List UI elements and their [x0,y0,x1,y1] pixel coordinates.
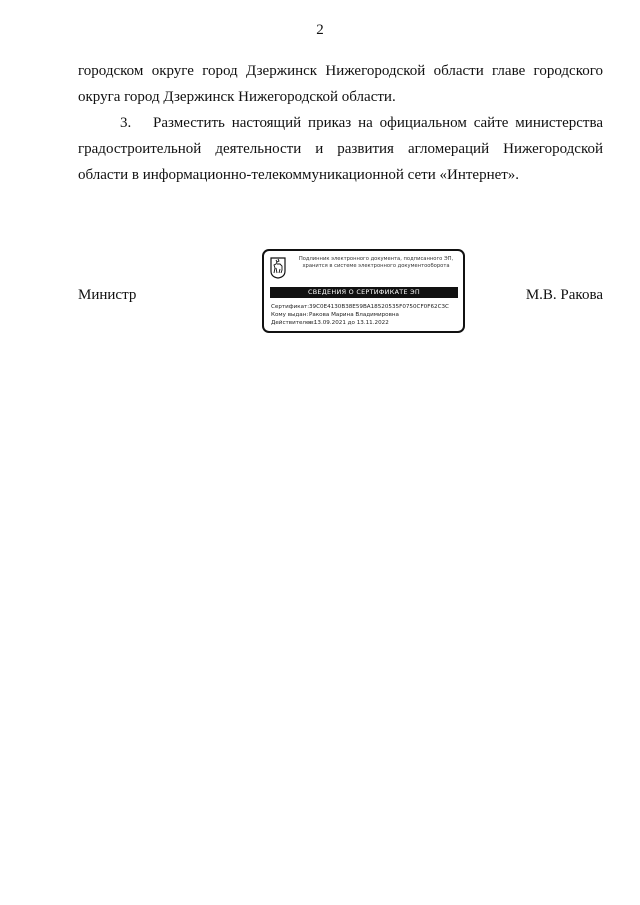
valid-label: Действителен: [271,320,315,326]
item-3-line-2: градостроительной деятельности и развития агломераций Нижегородской [78,141,603,157]
digital-signature-stamp [262,249,465,333]
signer-name: М.В. Ракова [525,287,603,303]
issued-label: Кому выдан: [271,312,309,318]
certificate-label: Сертификат: [271,304,310,310]
issued-value: Ракова Марина Владимировна [309,312,399,318]
coat-of-arms-deer-icon [270,257,286,279]
stamp-details [271,303,449,327]
stamp-row-certificate [271,303,449,311]
stamp-note-line-1: Подлинник электронного документа, подписанного ЭП, [298,256,454,262]
stamp-note-line-2: хранится в системе электронного документооборота [302,263,450,269]
page-number: 2 [316,22,324,38]
stamp-row-issued [271,311,449,319]
stamp-band: СВЕДЕНИЯ О СЕРТИФИКАТЕ ЭП [270,287,458,298]
item-3 [78,110,603,188]
item-3-line-3: области в информационно-телекоммуникационной сети «Интернет». [78,167,520,183]
stamp-row-valid [271,319,449,327]
stamp-note [292,256,460,270]
valid-value: с 13.09.2021 до 13.11.2022 [309,320,389,326]
certificate-value: 39C0E4130B38E59BA18520535F0750CF0F62C3C [309,304,449,310]
item-3-line-1: Разместить настоящий приказ на официальном сайте министерства [153,115,603,131]
signer-title: Министр [78,287,137,303]
paragraph-1-line-1: городском округе город Дзержинск Нижегородской области главе городского [78,63,603,79]
paragraph-1-line-2: округа город Дзержинск Нижегородской области. [78,89,396,105]
item-3-first-row [78,110,603,136]
item-3-number: 3. [120,115,132,131]
paragraph-1 [78,58,603,110]
